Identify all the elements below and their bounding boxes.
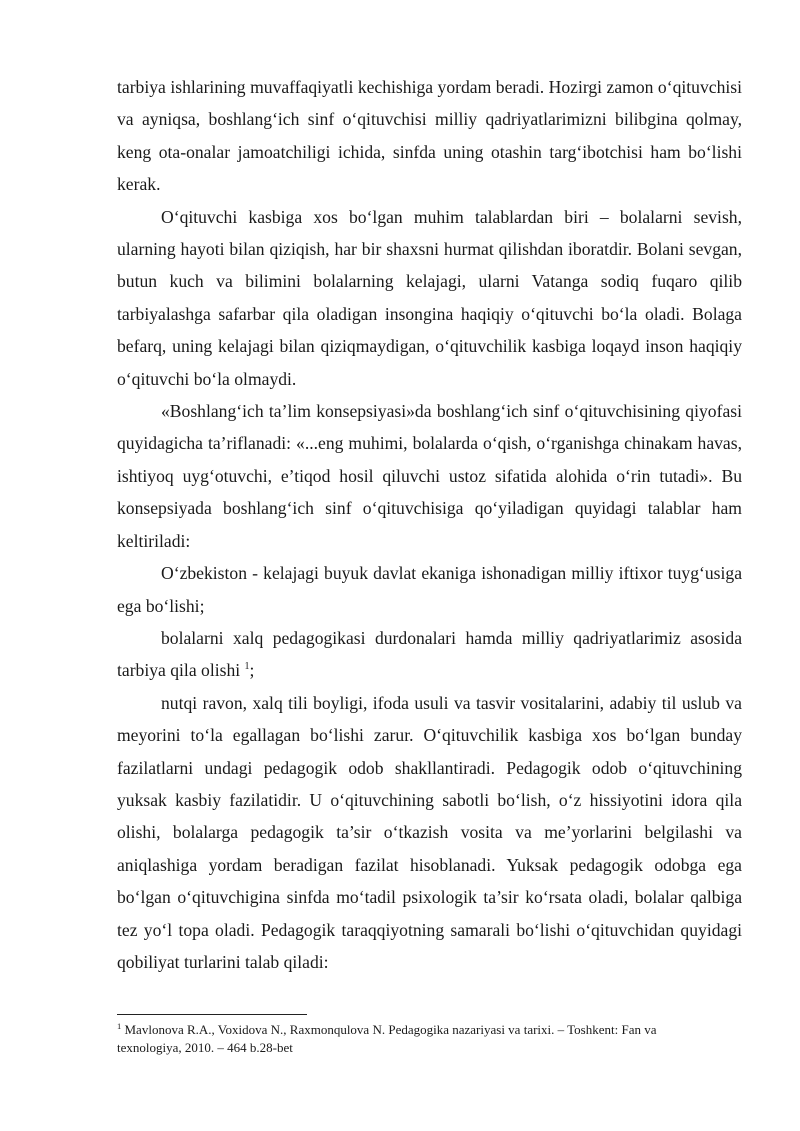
paragraph: O‘qituvchi kasbiga xos bo‘lgan muhim talablardan biri – bolalarni sevish, ularning hayoti bilan qiziqish, har bir shaxsni hurmat qilishdan iboratdir. Bolani sevgan, butun kuch va bilimini bolalarning kelajagi, ularni Vatanga sodiq fuqaro qilib tarbiyalashga safarbar qila oladigan insongina haqiqiy o‘qituvchi bo‘la oladi. Bolaga befarq, uning kelajagi bilan qiziqmaydigan, o‘qituvchilik kasbiga loqayd inson haqiqiy o‘qituvchi bo‘la olmaydi. <box>117 206 742 389</box>
paragraph: tarbiya ishlarining muvaffaqiyatli kechishiga yordam beradi. Hozirgi zamon o‘qituvchisi va ayniqsa, boshlang‘ich sinf o‘qituvchisi milliy qadriyatlarimizni bilibgina qolmay, keng ota-onalar jamoatchiligi ichida, sinfda uning otashin targ‘ibotchisi ham bo‘lishi kerak. <box>117 77 742 195</box>
paragraph-punctuation: ; <box>249 660 255 681</box>
paragraph-text: bolalarni xalq pedagogikasi durdonalari hamda milliy qadriyatlarimiz asosida tarbiya qila olishi <box>117 627 742 681</box>
footnote-reference[interactable]: 1 <box>244 661 250 673</box>
footnote-text: Mavlonova R.A., Voxidova N., Raxmonqulova N. Pedagogika nazariyasi va tarixi. – Toshkent: Fan va texnologiya, 2010. – 464 b.28-bet <box>117 1022 657 1055</box>
paragraph-with-footnote-ref <box>117 622 742 687</box>
footnote-marker: 1 <box>117 1021 122 1031</box>
body-text <box>117 71 742 978</box>
paragraph: O‘zbekiston - kelajagi buyuk davlat ekaniga ishonadigan milliy iftixor tuyg‘usiga ega bo‘lishi; <box>117 563 742 616</box>
footnote <box>117 1021 707 1057</box>
paragraph: nutqi ravon, xalq tili boyligi, ifoda usuli va tasvir vositalarini, adabiy til uslub va meyorini to‘la egallagan bo‘lishi zarur. O‘qituvchilik kasbiga xos bo‘lgan bunday fazilatlarni undagi pedagogik odob shakllantiradi. Pedagogik odob o‘qituvchining yuksak kasbiy fazilatidir. U o‘qituvchining sabotli bo‘lish, o‘z hissiyotini idora qila olishi, bolalarga pedagogik ta’sir o‘tkazish vosita va me’yorlarini belgilashi va aniqlashiga yordam beradigan fazilat hisoblanadi. Yuksak pedagogik odobga ega bo‘lgan o‘qituvchigina sinfda mo‘tadil psixologik ta’sir ko‘rsata oladi, bolalar qalbiga tez yo‘l topa oladi. Pedagogik taraqqiyotning samarali bo‘lishi o‘qituvchidan quyidagi qobiliyat turlarini talab qiladi: <box>117 692 742 972</box>
paragraph: «Boshlang‘ich ta’lim konsepsiyasi»da boshlang‘ich sinf o‘qituvchisining qiyofasi quyidagicha ta’riflanadi: «...eng muhimi, bolalarda o‘qish, o‘rganishga chinakam havas, ishtiyoq uyg‘otuvchi, e’tiqod hosil qiluvchi ustoz sifatida alohida o‘rin tutadi». Bu konsepsiyada boshlang‘ich sinf o‘qituvchisiga qo‘yiladigan quyidagi talablar ham keltiriladi: <box>117 401 742 551</box>
footnote-separator <box>117 1014 307 1015</box>
